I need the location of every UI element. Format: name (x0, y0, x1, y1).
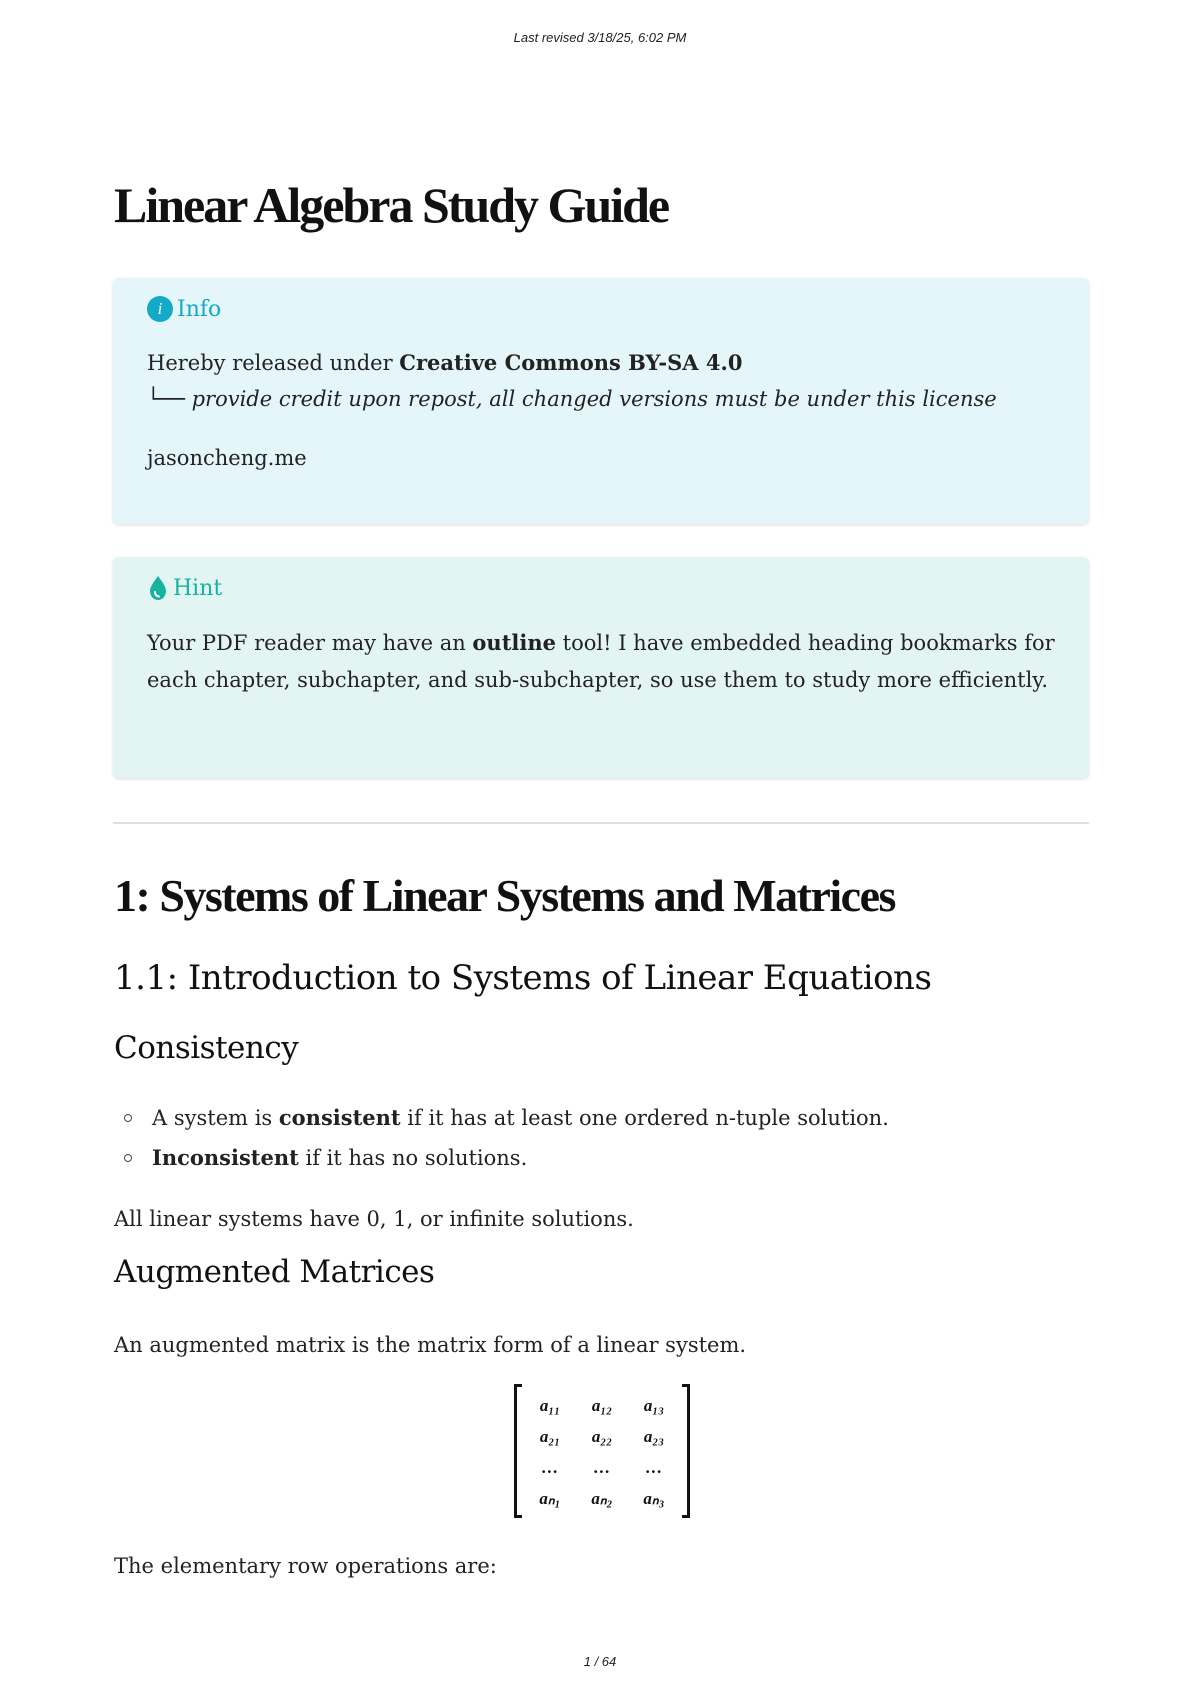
matrix-cell: a₁₃ (643, 1396, 665, 1415)
matrix-right-bracket (682, 1384, 690, 1518)
augmented-description: An augmented matrix is the matrix form of a linear system. (114, 1333, 747, 1357)
info-icon: i (147, 296, 173, 322)
document-title: Linear Algebra Study Guide (114, 177, 669, 233)
hint-text-after: tool! I have embedded heading bookmarks for each chapter, subchapter, and sub-subchapter, so use them to study more efficiently. (147, 631, 1055, 692)
matrix-cell: … (593, 1458, 611, 1477)
hint-callout-label: Hint (173, 575, 223, 601)
list-item-text: A system is (152, 1106, 279, 1130)
section-heading: 1.1: Introduction to Systems of Linear Equations (114, 958, 932, 998)
list-item-term: consistent (278, 1105, 401, 1130)
info-callout-header (147, 296, 221, 322)
consistency-heading: Consistency (114, 1030, 299, 1066)
hint-text (147, 624, 1055, 699)
matrix-cell: aₙ₁ (539, 1489, 561, 1508)
revision-timestamp: Last revised 3/18/25, 6:02 PM (513, 30, 687, 45)
list-item (114, 1138, 889, 1178)
list-item-text: if it has no solutions. (298, 1146, 528, 1170)
matrix-cell: a₁₁ (539, 1396, 561, 1415)
matrix-cell: aₙ₃ (643, 1489, 665, 1508)
row-operations-intro: The elementary row operations are: (114, 1554, 497, 1578)
website-link[interactable]: jasoncheng.me (147, 446, 307, 470)
page-number: 1 / 64 (583, 1654, 617, 1669)
augmented-heading: Augmented Matrices (114, 1254, 435, 1290)
augmented-matrix (514, 1384, 690, 1520)
matrix-left-bracket (514, 1384, 522, 1518)
hint-text-bold: outline (472, 630, 556, 655)
list-item-text: if it has at least one ordered n-tuple solution. (400, 1106, 889, 1130)
matrix-grid (524, 1390, 680, 1514)
hint-callout (113, 557, 1089, 778)
bullet-icon (124, 1154, 132, 1162)
section-divider (113, 822, 1089, 824)
info-callout-label: Info (177, 296, 222, 322)
list-item (114, 1098, 889, 1138)
solutions-summary: All linear systems have 0, 1, or infinite solutions. (114, 1207, 634, 1231)
flame-drop-icon (147, 575, 169, 601)
chapter-heading: 1: Systems of Linear Systems and Matrices (114, 870, 895, 921)
matrix-cell: aₙ₂ (591, 1489, 613, 1508)
matrix-cell: a₂₃ (643, 1427, 665, 1446)
matrix-cell: … (645, 1458, 663, 1477)
matrix-cell: … (541, 1458, 559, 1477)
bullet-icon (124, 1114, 132, 1122)
license-note: └── provide credit upon repost, all changed versions must be under this license (147, 387, 997, 411)
matrix-cell: a₂₂ (591, 1427, 613, 1446)
license-prefix: Hereby released under (147, 351, 400, 375)
license-name: Creative Commons BY-SA 4.0 (399, 350, 743, 375)
matrix-cell: a₁₂ (591, 1396, 613, 1415)
list-item-term: Inconsistent (152, 1145, 299, 1170)
hint-text-before: Your PDF reader may have an (147, 631, 473, 655)
consistency-list (114, 1098, 889, 1178)
info-callout (113, 278, 1089, 524)
matrix-cell: a₂₁ (539, 1427, 561, 1446)
hint-callout-header (147, 575, 222, 601)
license-line (147, 345, 1055, 417)
